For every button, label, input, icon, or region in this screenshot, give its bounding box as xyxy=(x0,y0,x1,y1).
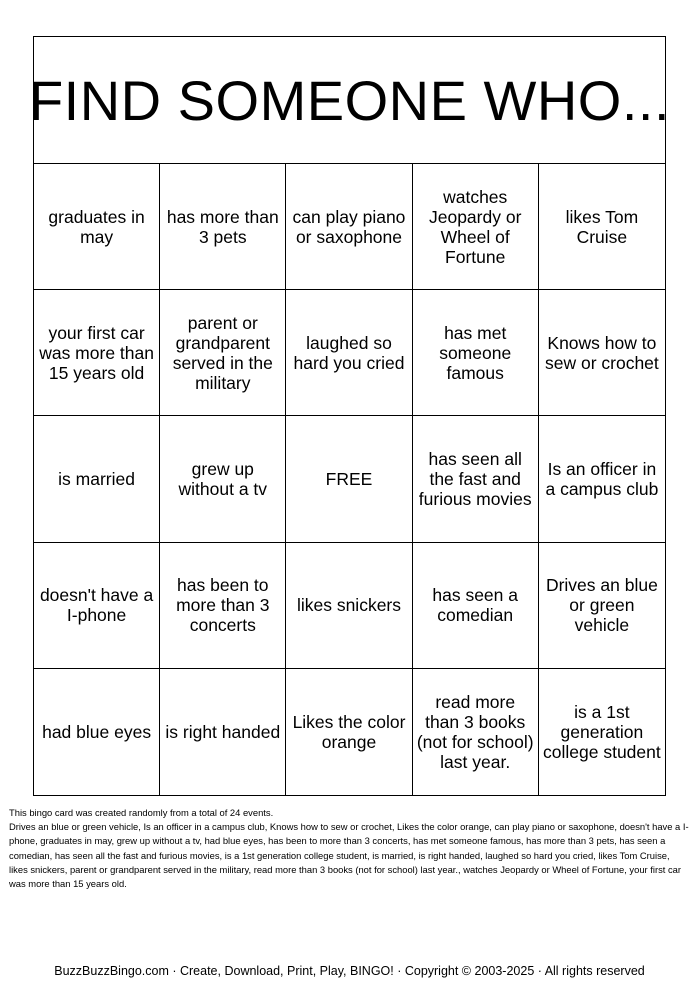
bingo-cell: had blue eyes xyxy=(34,669,160,795)
bingo-cell: is a 1st generation college student xyxy=(543,701,661,762)
bingo-cell: is married xyxy=(34,416,160,542)
info-intro: This bingo card was created randomly from a total of 24 events. xyxy=(9,807,274,818)
bingo-cell-free: FREE xyxy=(286,416,412,542)
bingo-cell: laughed so hard you cried xyxy=(286,290,412,416)
bingo-cell: grew up without a tv xyxy=(160,416,286,542)
site-footer: BuzzBuzzBingo.com · Create, Download, Print, Play, BINGO! · Copyright © 2003-2025 · All rights reserved xyxy=(54,964,645,978)
bingo-cell: has seen a comedian xyxy=(413,543,539,669)
info-event-list: Drives an blue or green vehicle, Is an officer in a campus club, Knows how to sew or crochet, Likes the color orange, can play piano or saxophone, doesn't have a I-phone, graduates in may, grew up without a tv, had blue eyes, has been to more than 3 concerts, has met someone famous, has more than 3 pets, has seen a comedian, has seen all the fast and furious movies, is a 1st generation college student, is married, is right handed, laughed so hard you cried, likes Tom Cruise, likes snickers, parent or grandparent served in the military, read more than 3 books (not for school) last year., watches Jeopardy or Wheel of Fortune, your first car was more than 15 years old. xyxy=(9,821,689,890)
bingo-grid xyxy=(34,164,665,795)
card-info xyxy=(9,806,689,891)
card-title: FIND SOMEONE WHO... xyxy=(34,37,665,164)
bingo-cell: your first car was more than 15 years old xyxy=(34,290,160,416)
bingo-cell: is right handed xyxy=(160,669,286,795)
bingo-cell: Likes the color orange xyxy=(286,669,412,795)
bingo-cell: has seen all the fast and furious movies xyxy=(413,416,539,542)
bingo-card xyxy=(28,36,671,796)
bingo-cell: likes snickers xyxy=(286,543,412,669)
bingo-cell: Drives an blue or green vehicle xyxy=(539,543,665,669)
bingo-cell: likes Tom Cruise xyxy=(539,164,665,290)
bingo-cell: watches Jeopardy or Wheel of Fortune xyxy=(413,164,539,290)
bingo-cell: parent or grandparent served in the military xyxy=(160,290,286,416)
bingo-cell: Is an officer in a campus club xyxy=(539,416,665,542)
bingo-cell: graduates in may xyxy=(34,164,160,290)
bingo-cell: has been to more than 3 concerts xyxy=(160,543,286,669)
bingo-cell: doesn't have a I-phone xyxy=(34,543,160,669)
bingo-cell: read more than 3 books (not for school) last year. xyxy=(413,669,539,795)
bingo-cell: has more than 3 pets xyxy=(160,164,286,290)
bingo-cell: can play piano or saxophone xyxy=(286,164,412,290)
bingo-cell: Knows how to sew or crochet xyxy=(539,290,665,416)
bingo-cell: has met someone famous xyxy=(413,290,539,416)
